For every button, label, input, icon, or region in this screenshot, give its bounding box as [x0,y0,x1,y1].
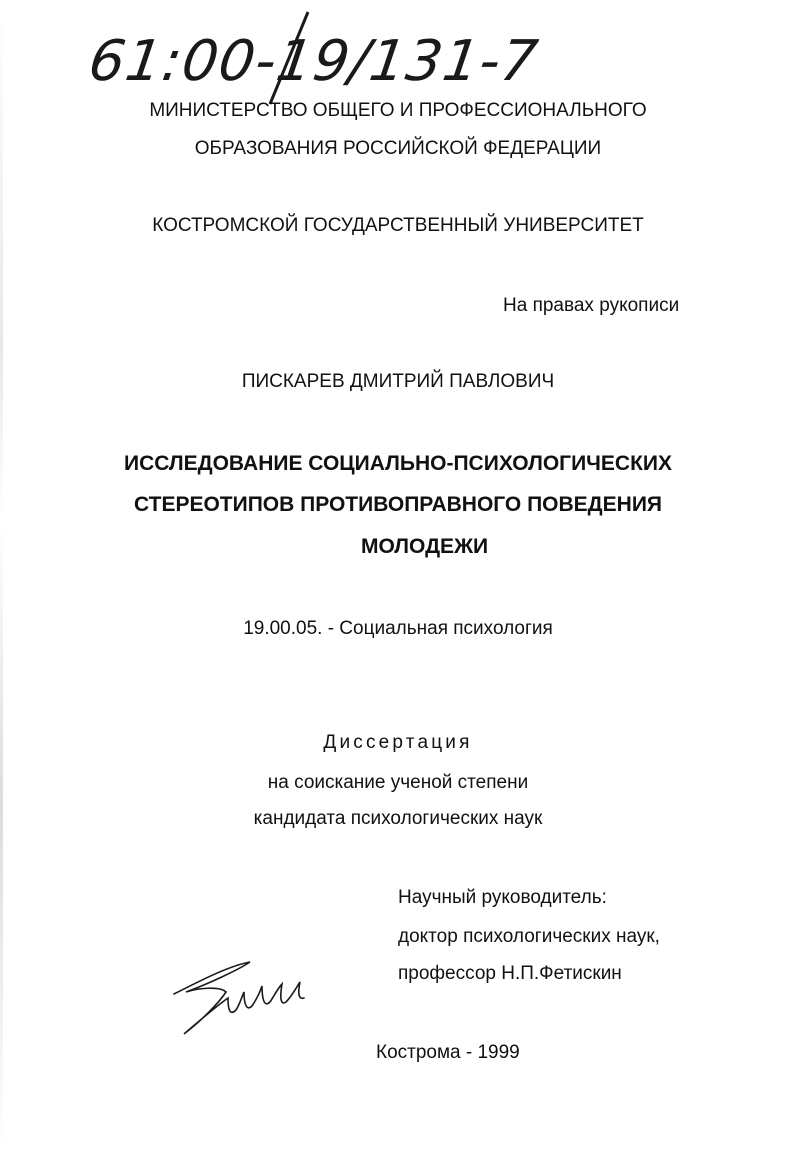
archive-code-handwriting [0,0,560,110]
scan-edge [0,0,3,1156]
document-type: Диссертация [323,732,473,753]
signature-stroke [174,962,304,1034]
ministry-line-1: МИНИСТЕРСТВО ОБЩЕГО И ПРОФЕССИОНАЛЬНОГО [149,100,647,121]
signature [168,956,308,1038]
archive-code-text: 61:00-19/131-7 [84,29,543,94]
dissertation-title-line-1: ИССЛЕДОВАНИЕ СОЦИАЛЬНО-ПСИХОЛОГИЧЕСКИХ [123,452,673,475]
author-name: ПИСКАРЕВ ДМИТРИЙ ПАВЛОВИЧ [241,371,555,392]
specialty-code: 19.00.05. - Социальная психология [243,618,553,639]
dissertation-title-line-3: МОЛОДЕЖИ [361,535,489,558]
supervisor-label: Научный руководитель: [398,887,607,908]
university-name: КОСТРОМСКОЙ ГОСУДАРСТВЕННЫЙ УНИВЕРСИТЕТ [152,215,644,236]
place-and-year: Кострома - 1999 [376,1042,520,1063]
degree-line-2: кандидата психологических наук [253,808,543,829]
manuscript-note: На правах рукописи [503,295,680,316]
supervisor-name: профессор Н.П.Фетискин [398,963,622,984]
dissertation-title-line-2: СТЕРЕОТИПОВ ПРОТИВОПРАВНОГО ПОВЕДЕНИЯ [133,493,663,516]
ministry-line-2: ОБРАЗОВАНИЯ РОССИЙСКОЙ ФЕДЕРАЦИИ [194,138,602,159]
degree-line-1: на соискание ученой степени [267,772,529,793]
supervisor-degree: доктор психологических наук, [398,926,660,947]
